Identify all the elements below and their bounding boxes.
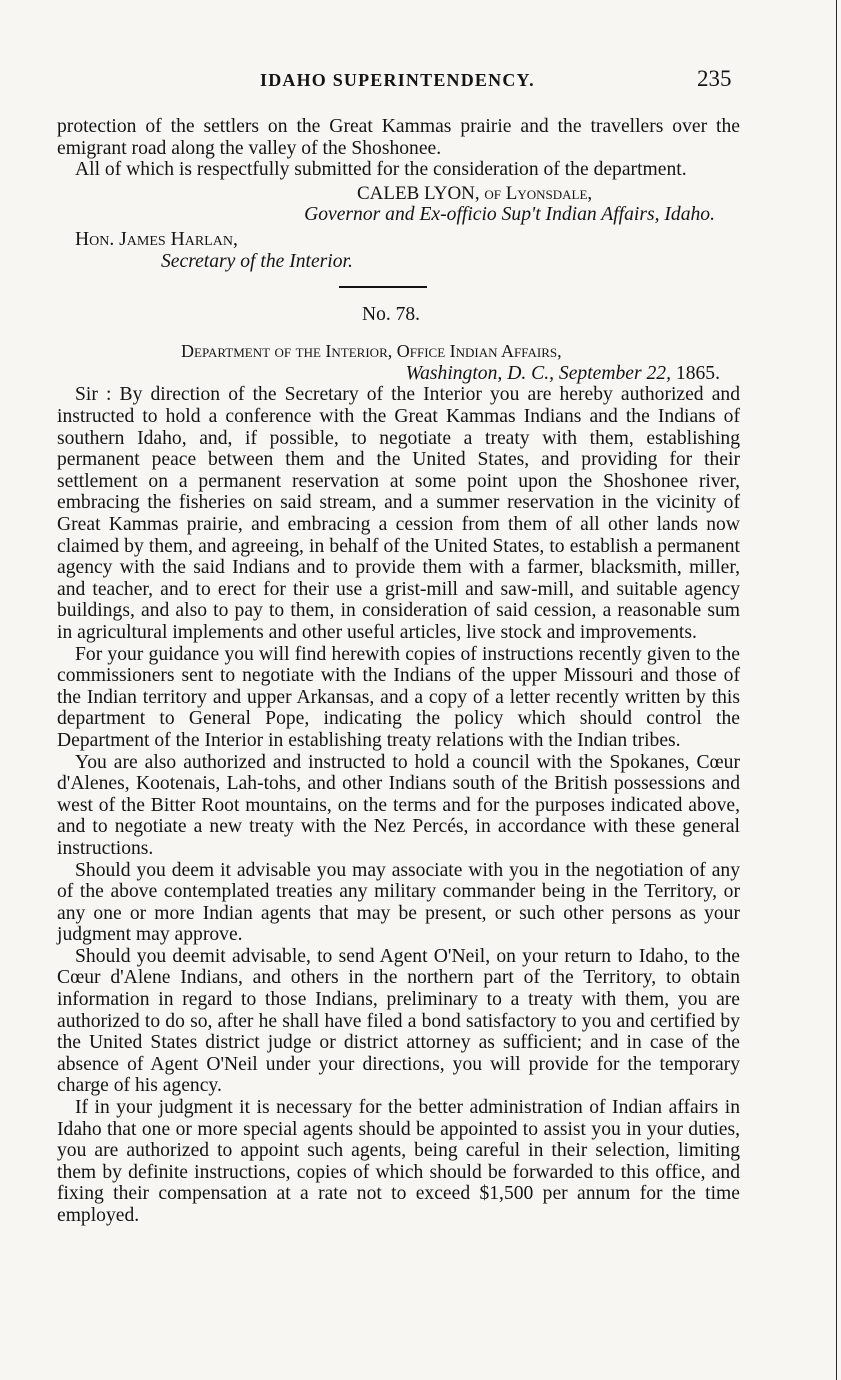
department-heading: Department of the Interior, Office Indian Affairs, [181, 341, 562, 362]
date-year: 1865. [675, 362, 720, 384]
place-and-date [57, 363, 740, 385]
signer-name: CALEB LYON, [357, 182, 480, 204]
body-paragraph: Should you deem it advisable you may associate with you in the negotiation of any of the above contemplated treaties any military commander being in the Territory, or any one or more Indian agents that may be present, or such other persons as your judgment may approve. [57, 859, 740, 946]
running-header [0, 66, 841, 96]
body-paragraph: Should you deemit advisable, to send Agent O'Neil, on your return to Idaho, to the Cœur d'Alene Indians, and others in the northern part of the Territory, to obtain information in regard to those Indians, preliminary to a treaty with them, you are authorized to do so, after he shall have filed a bond satisfactory to you and certified by the United States district judge or district attorney as sufficient; and in case of the absence of Agent O'Neil under your directions, you will provide for the temporary charge of his agency. [57, 945, 740, 1097]
page-number: 235 [697, 66, 732, 91]
page-body [57, 116, 740, 1227]
body-paragraph: You are also authorized and instructed to hold a council with the Spokanes, Cœur d'Alenes, Kootenais, Lah-tohs, and other Indians south of the British possessions and west of the Bitter Root mountains, on the terms and for the purposes indicated above, and to negotiate a new treaty with the Nez Percés, in accordance with these general instructions. [57, 751, 740, 859]
document-number: No. 78. [362, 303, 420, 325]
closing-paragraph: All of which is respectfully submitted for the consideration of the department. [75, 159, 687, 181]
page-edge-line [836, 0, 837, 1380]
running-title: IDAHO SUPERINTENDENCY. [260, 70, 535, 90]
body-paragraph: If in your judgment it is necessary for the better administration of Indian affairs in Idaho that one or more special agents should be appointed to assist you in your duties, you are authorized to appoint such agents, being careful in their selection, limiting them by definite instructions, copies of which should be forwarded to this office, and fixing their compensation at a rate not to exceed $1,500 per annum for the time employed. [57, 1097, 740, 1226]
body-paragraph: For your guidance you will find herewith copies of instructions recently given to the commissioners sent to negotiate with the Indians of the upper Missouri and those of the Indian territory and upper Arkansas, and a copy of a letter recently written by this department to General Pope, indicating the policy which should control the Department of the Interior in establishing treaty relations with the Indian tribes. [57, 643, 740, 751]
addressee-title: Secretary of the Interior. [161, 250, 353, 272]
continued-paragraph: protection of the settlers on the Great Kammas prairie and the travellers over the emigrant road along the valley of the Shoshonee. [57, 116, 740, 159]
signer-title: Governor and Ex-officio Sup't Indian Affairs, Idaho. [304, 204, 715, 226]
signer-place: of Lyonsdale, [484, 182, 593, 204]
section-divider [339, 286, 427, 288]
body-paragraph: Sir : By direction of the Secretary of the Interior you are hereby authorized and instructed to hold a conference with the Great Kammas Indians and the Indians of southern Idaho, and, if possible, to negotiate a treaty with them, establishing permanent peace between them and the United States, and providing for their settlement on a permanent reservation at some point upon the Shoshonee river, embracing the fisheries on said stream, and a summer reservation in the vicinity of Great Kammas prairie, and embracing a cession from them of all other lands now claimed by them, and agreeing, in behalf of the United States, to establish a permanent agency with the said Indians and to provide them with a farmer, blacksmith, miller, and teacher, and to erect for their use a grist-mill and saw-mill, and suitable agency buildings, and also to pay to them, in consideration of said cession, a reasonable sum in agricultural implements and other useful articles, live stock and improvements. [57, 384, 740, 643]
place-date-text: Washington, D. C., September 22, [405, 362, 671, 384]
signature-line [57, 183, 740, 205]
addressee-name: Hon. James Harlan, [75, 228, 238, 250]
